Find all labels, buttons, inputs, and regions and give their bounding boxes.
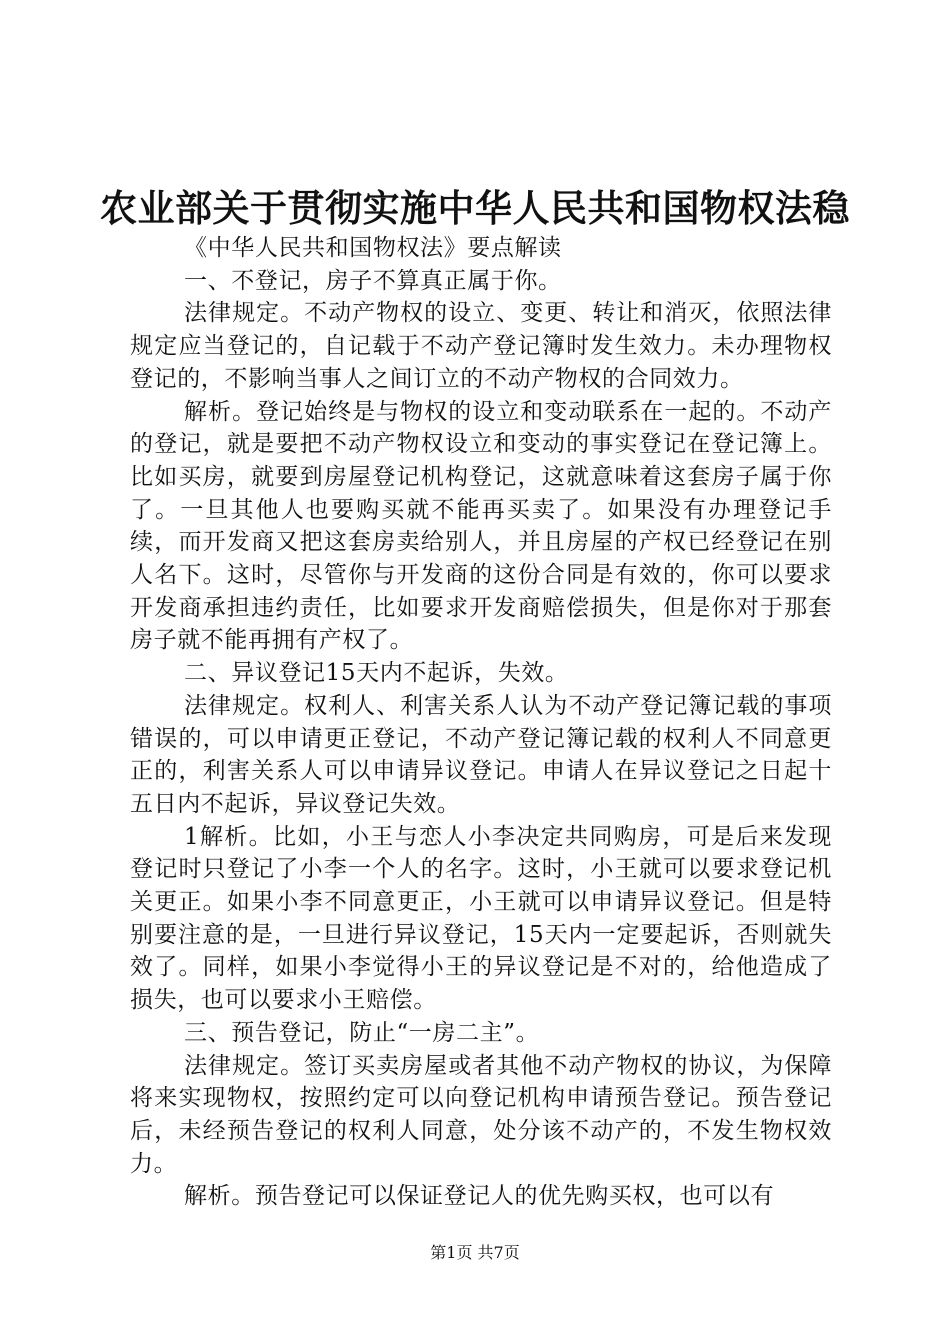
section-heading-3: 三、预告登记，防止“一房二主”。 (184, 1019, 540, 1046)
paragraph: 法律规定。签订买卖房屋或者其他不动产物权的协议，为保障将来实现物权，按照约定可以向登记机构申请预告登记。预告登记后，未经预告登记的权利人同意，处分该不动产的，不发生物权效力。 (130, 1052, 832, 1177)
paragraph: 1解析。比如，小王与恋人小李决定共同购房，可是后来发现登记时只登记了小李一个人的名字。这时，小王就可以要求登记机关更正。如果小李不同意更正，小王就可以申请异议登记。但是特别要注意的是，一旦进行异议登记，15天内一定要起诉，否则就失效了。同样，如果小李觉得小王的异议登记是不对的，给他造成了损失，也可以要求小王赔偿。 (130, 823, 832, 1014)
document-title: 农业部关于贯彻实施中华人民共和国物权法稳 (100, 186, 850, 230)
section-heading-1: 一、不登记，房子不算真正属于你。 (184, 267, 562, 294)
paragraph: 解析。预告登记可以保证登记人的优先购买权，也可以有 (184, 1183, 775, 1210)
page-number-footer: 第1页 共7页 (430, 1243, 520, 1262)
paragraph-subtitle: 《中华人民共和国物权法》要点解读 (184, 235, 562, 261)
document-body (130, 232, 832, 1213)
section-heading-2: 二、异议登记15天内不起诉，失效。 (184, 660, 569, 687)
paragraph: 法律规定。权利人、利害关系人认为不动产登记簿记载的事项错误的，可以申请更正登记，不动产登记簿记载的权利人不同意更正的，利害关系人可以申请异议登记。申请人在异议登记之日起十五日内不起诉，异议登记失效。 (130, 692, 832, 817)
paragraph: 解析。登记始终是与物权的设立和变动联系在一起的。不动产的登记，就是要把不动产物权设立和变动的事实登记在登记簿上。比如买房，就要到房屋登记机构登记，这就意味着这套房子属于你了。一旦其他人也要购买就不能再买卖了。如果没有办理登记手续，而开发商又把这套房卖给别人，并且房屋的产权已经登记在别人名下。这时，尽管你与开发商的这份合同是有效的，你可以要求开发商承担违约责任，比如要求开发商赔偿损失，但是你对于那套房子就不能再拥有产权了。 (130, 398, 832, 654)
paragraph: 法律规定。不动产物权的设立、变更、转让和消灭，依照法律规定应当登记的，自记载于不动产登记簿时发生效力。未办理物权登记的，不影响当事人之间订立的不动产物权的合同效力。 (130, 300, 832, 392)
